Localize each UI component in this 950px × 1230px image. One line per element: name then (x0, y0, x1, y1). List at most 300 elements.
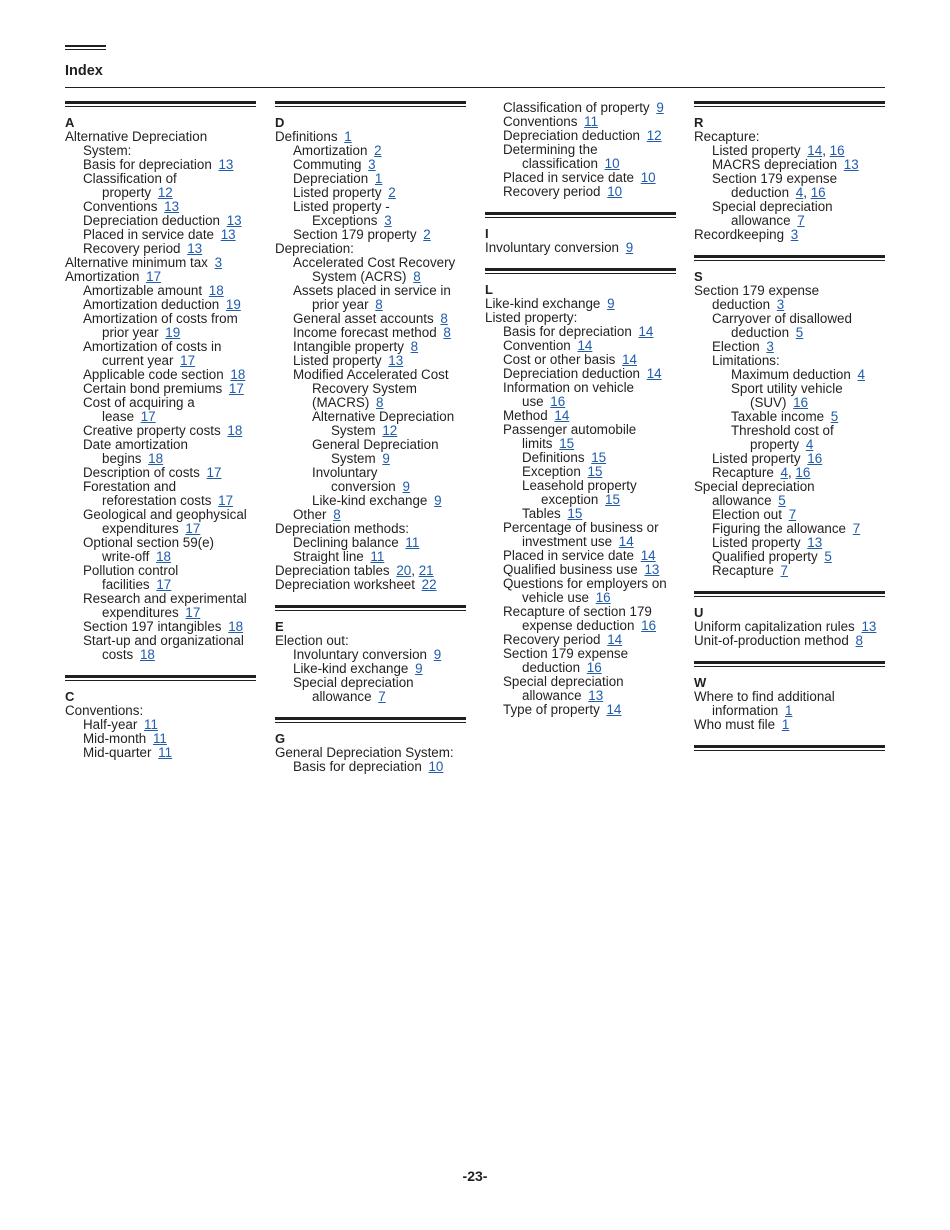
page-link[interactable]: 13 (843, 157, 859, 172)
index-entry-text: Exception (522, 464, 581, 479)
index-entry (65, 382, 256, 396)
page-link[interactable]: 22 (421, 577, 437, 592)
index-entry-text: Definitions (275, 129, 338, 144)
index-entry (485, 395, 676, 409)
index-section-d (275, 101, 466, 605)
page-link[interactable]: 14 (622, 352, 637, 367)
index-entry (65, 368, 256, 382)
index-entry-text: Placed in service date (83, 227, 215, 242)
index-entry-text: allowance (312, 689, 372, 704)
index-entry (694, 522, 885, 536)
index-entry: Recapture 4, 16 (712, 465, 811, 480)
index-entry-text: Cost of acquiring a (83, 395, 195, 410)
page-link[interactable]: 19 (165, 325, 181, 340)
page-link[interactable]: 3 (766, 339, 774, 354)
index-section-i (485, 212, 676, 268)
index-entry (694, 284, 885, 298)
page-link[interactable]: 8 (443, 325, 451, 340)
index-entry (275, 466, 466, 480)
index-entry (275, 284, 466, 298)
index-entry-text: Method (503, 408, 548, 423)
index-entry-text: Passenger automobile (503, 422, 637, 437)
page-link[interactable]: 2 (374, 143, 382, 158)
page-link[interactable]: 17 (185, 605, 201, 620)
page-link[interactable]: 4 (805, 437, 814, 452)
index-entry-text: Recapture (712, 465, 774, 480)
index-entry-text: Special depreciation (712, 199, 833, 214)
index-entry (275, 410, 466, 424)
page-link[interactable]: 10 (428, 759, 444, 774)
section-letter: G (275, 731, 286, 746)
index-entry-text: Depreciation tables (275, 563, 390, 578)
page-link[interactable]: 13 (388, 353, 404, 368)
index-entry (65, 564, 256, 578)
page-link[interactable]: 7 (797, 213, 805, 228)
index-entry (275, 368, 466, 382)
page-link[interactable]: 14 (618, 534, 634, 549)
index-entry (275, 312, 466, 326)
index-entry-text: Recapture of section 179 (503, 604, 652, 619)
page-link[interactable]: 16 (829, 143, 845, 158)
page-link[interactable]: 5 (795, 325, 804, 340)
section-rule (65, 101, 256, 107)
page-link[interactable]: 18 (148, 451, 164, 466)
section-gap (275, 592, 466, 605)
index-entry-text: Listed property - (293, 199, 390, 214)
page-link[interactable]: 13 (644, 562, 660, 577)
index-entry (694, 494, 885, 508)
page-link[interactable]: 5 (830, 409, 839, 424)
index-entry-text: Depreciation methods: (275, 521, 409, 536)
index-entry-text: Depreciation deduction (503, 128, 640, 143)
section-gap (694, 648, 885, 661)
page-link[interactable]: 21 (418, 563, 434, 578)
page-link[interactable]: 1 (784, 703, 793, 718)
index-entry-text: Depreciation worksheet (275, 577, 415, 592)
page-link[interactable]: 5 (824, 549, 832, 564)
index-entry-text: System (ACRS) (312, 269, 407, 284)
page-link[interactable]: 4 (857, 367, 865, 382)
index-entry-text: Section 179 expense (712, 171, 838, 186)
page-link[interactable]: 18 (228, 619, 244, 634)
section-rule (485, 212, 676, 218)
page-link[interactable]: 13 (861, 619, 877, 634)
page-link[interactable]: 10 (640, 170, 656, 185)
page-link[interactable]: 16 (595, 590, 611, 605)
index-entry (65, 354, 256, 368)
index-entry (694, 620, 885, 634)
page-link[interactable]: 11 (152, 731, 167, 746)
index-entry-text: Listed property (712, 143, 801, 158)
index-entry-text: Amortization deduction (83, 297, 220, 312)
page-link[interactable]: 7 (780, 563, 788, 578)
section-gap (485, 255, 676, 268)
page-title: Index (65, 63, 103, 79)
index-entry-text: Conventions (503, 114, 578, 129)
page-link[interactable]: 14 (606, 702, 622, 717)
page-link[interactable]: 8 (410, 339, 419, 354)
index-entry (275, 228, 466, 242)
page-link[interactable]: 9 (382, 451, 390, 466)
page-link[interactable]: 17 (156, 577, 172, 592)
page-link[interactable]: 2 (423, 227, 431, 242)
page-link[interactable]: 19 (225, 297, 241, 312)
index-entry (485, 591, 676, 605)
index-entry (275, 494, 466, 508)
index-entry-text: begins (102, 451, 142, 466)
page-link[interactable]: 18 (227, 423, 243, 438)
index-entry: Listed property 14, 16 (712, 143, 845, 158)
index-entry (65, 186, 256, 200)
index-entry-text: investment use (522, 534, 613, 549)
index-entry-text: expense deduction (522, 618, 635, 633)
index-entry (485, 311, 676, 325)
index-entry (65, 634, 256, 648)
page-link[interactable]: 14 (646, 366, 662, 381)
page-link[interactable]: 13 (588, 688, 604, 703)
page-link[interactable]: 13 (226, 213, 242, 228)
page-link[interactable]: 18 (156, 549, 171, 564)
index-entry (694, 536, 885, 550)
index-entry-text: Percentage of business or (503, 520, 659, 535)
index-entry-text: Straight line (293, 549, 364, 564)
index-entry (485, 661, 676, 675)
index-entry (65, 466, 256, 480)
index-section-continued (485, 101, 676, 212)
page-link[interactable]: 17 (185, 521, 201, 536)
page-link[interactable]: 14 (807, 143, 823, 158)
index-entry (65, 312, 256, 326)
index-entry-text: Listed property (293, 185, 382, 200)
page-link[interactable]: 9 (625, 240, 634, 255)
index-entry (65, 242, 256, 256)
index-entry-text: Threshold cost of (731, 423, 834, 438)
index-entry-text: Exceptions (312, 213, 378, 228)
page-link[interactable]: 8 (440, 311, 448, 326)
index-entry (694, 214, 885, 228)
page-link[interactable]: 5 (778, 493, 786, 508)
index-entry (485, 605, 676, 619)
page-link[interactable]: 17 (228, 381, 244, 396)
page-link[interactable]: 8 (375, 297, 383, 312)
index-entry (485, 507, 676, 521)
index-entry (275, 746, 466, 760)
index-entry (65, 550, 256, 564)
index-entry-text: Tables (522, 506, 561, 521)
index-entry-text: allowance (712, 493, 772, 508)
index-entry-text: Accelerated Cost Recovery (293, 255, 456, 270)
index-section-e (275, 605, 466, 717)
page-link[interactable]: 17 (146, 269, 162, 284)
index-entry (485, 353, 676, 367)
page-link[interactable]: 9 (434, 493, 442, 508)
page-link[interactable]: 16 (641, 618, 657, 633)
index-entry-text: Mid-quarter (83, 745, 152, 760)
page-link[interactable]: 4 (795, 185, 804, 200)
index-entry (275, 536, 466, 550)
index-entry-text: Cost or other basis (503, 352, 616, 367)
index-entry-text: write-off (102, 549, 150, 564)
page-link[interactable]: 1 (344, 129, 352, 144)
index-entry (65, 200, 256, 214)
page-link[interactable]: 1 (781, 717, 790, 732)
index-entry-text: Certain bond premiums (83, 381, 223, 396)
index-entry-text: costs (102, 647, 134, 662)
index-entry (65, 284, 256, 298)
page-link[interactable]: 18 (208, 283, 224, 298)
index-entry (694, 354, 885, 368)
page-link[interactable]: 13 (187, 241, 203, 256)
page-link[interactable]: 14 (638, 324, 654, 339)
page-link[interactable]: 2 (388, 185, 396, 200)
index-entry-text: Pollution control (83, 563, 179, 578)
section-gap (275, 704, 466, 717)
page-link[interactable]: 9 (402, 479, 410, 494)
index-entry (275, 648, 466, 662)
index-entry (275, 270, 466, 284)
page-link[interactable]: 16 (795, 465, 811, 480)
page-link[interactable]: 16 (810, 185, 826, 200)
page-link[interactable]: 8 (333, 507, 341, 522)
page-link[interactable]: 9 (656, 100, 664, 115)
index-section-s (694, 255, 885, 591)
page-link[interactable]: 13 (218, 157, 234, 172)
index-entry-text: Alternative Depreciation (312, 409, 455, 424)
page-link[interactable]: 17 (140, 409, 156, 424)
page-link[interactable]: 14 (554, 408, 570, 423)
page-link[interactable]: 12 (157, 185, 173, 200)
page-link[interactable]: 1 (374, 171, 383, 186)
index-entry (65, 158, 256, 172)
index-entry (65, 130, 256, 144)
index-entry-text: Declining balance (293, 535, 399, 550)
section-gap (485, 717, 676, 730)
page-link[interactable]: 15 (605, 492, 620, 507)
index-entry-text: Questions for employers on (503, 576, 667, 591)
page-link[interactable]: 16 (550, 394, 566, 409)
index-entry (485, 381, 676, 395)
page-link[interactable]: 10 (604, 156, 620, 171)
index-entry (275, 340, 466, 354)
index-entry (65, 424, 256, 438)
index-entry-text: Mid-month (83, 731, 147, 746)
index-entry (694, 438, 885, 452)
page-link[interactable]: 13 (164, 199, 180, 214)
index-entry (275, 172, 466, 186)
page-link[interactable]: 16 (793, 395, 809, 410)
index-entry-text: System (331, 451, 376, 466)
index-entry-text: Section 179 expense (694, 283, 820, 298)
index-entry-text: MACRS depreciation (712, 157, 838, 172)
index-entry-text: Election (712, 339, 760, 354)
page-link[interactable]: 10 (607, 184, 623, 199)
page-link[interactable]: 8 (855, 633, 863, 648)
page-link[interactable]: 16 (807, 451, 823, 466)
index-entry-text: deduction (712, 297, 771, 312)
page-link[interactable]: 14 (577, 338, 593, 353)
page-link[interactable]: 15 (591, 450, 607, 465)
index-entry-text: expenditures (102, 521, 179, 536)
page-link[interactable]: 7 (788, 507, 797, 522)
index-entry (485, 465, 676, 479)
index-entry-text: Qualified property (712, 549, 818, 564)
index-entry-text: Amortization (65, 269, 140, 284)
index-entry-text: Listed property (712, 451, 801, 466)
page-link[interactable]: 15 (559, 436, 575, 451)
index-entry-text: Maximum deduction (731, 367, 851, 382)
index-entry (65, 620, 256, 634)
index-entry (485, 297, 676, 311)
index-entry-text: Conventions: (65, 703, 144, 718)
index-entry-text: Placed in service date (503, 170, 635, 185)
index-entry (694, 298, 885, 312)
index-entry (65, 578, 256, 592)
index-entry-text: Description of costs (83, 465, 200, 480)
index-entry-text: System: (83, 143, 132, 158)
page-link[interactable]: 4 (780, 465, 788, 480)
index-entry (65, 648, 256, 662)
index-entry-text: Amortizable amount (83, 283, 203, 298)
index-entry: Depreciation tables 20, 21 (275, 563, 434, 578)
index-entry (275, 676, 466, 690)
index-entry (65, 480, 256, 494)
index-entry-text: Intangible property (293, 339, 404, 354)
page-link[interactable]: 12 (382, 423, 398, 438)
index-entry (694, 228, 885, 242)
index-entry-text: reforestation costs (102, 493, 212, 508)
page-link[interactable]: 11 (584, 114, 599, 129)
index-entry (694, 158, 885, 172)
index-entry (65, 340, 256, 354)
index-entry (65, 732, 256, 746)
index-entry (65, 522, 256, 536)
index-entry-text: expenditures (102, 605, 179, 620)
index-entry (694, 704, 885, 718)
index-entry-text: Other (293, 507, 327, 522)
page-link[interactable]: 3 (776, 297, 785, 312)
page-link[interactable]: 12 (646, 128, 662, 143)
index-entry-text: allowance (522, 688, 582, 703)
index-entry (65, 298, 256, 312)
page-link[interactable]: 14 (607, 632, 623, 647)
page-link[interactable]: 17 (206, 465, 222, 480)
index-entry (275, 480, 466, 494)
index-entry (65, 172, 256, 186)
index-section-u (694, 591, 885, 661)
index-entry-text: Special depreciation (694, 479, 815, 494)
index-entry-text: Convention (503, 338, 571, 353)
index-section-r (694, 101, 885, 255)
index-entry-text: Forestation and (83, 479, 177, 494)
index-section-a (65, 101, 256, 675)
page-link[interactable]: 3 (368, 157, 376, 172)
page-link[interactable]: 8 (375, 395, 384, 410)
page-link[interactable]: 3 (790, 227, 799, 242)
index-entry (485, 563, 676, 577)
page-link[interactable]: 15 (587, 464, 603, 479)
index-entry (485, 675, 676, 689)
index-entry (275, 158, 466, 172)
index-entry-text: deduction (522, 660, 581, 675)
section-rule (694, 591, 885, 597)
index-entry-text: General asset accounts (293, 311, 434, 326)
page-link[interactable]: 11 (144, 717, 158, 732)
index-entry-text: Where to find additional (694, 689, 835, 704)
section-rule (694, 745, 885, 751)
index-entry (694, 508, 885, 522)
index-entry (485, 619, 676, 633)
index-entry-text: Listed property (293, 353, 382, 368)
index-entry (275, 130, 466, 144)
page-link[interactable]: 17 (180, 353, 196, 368)
index-entry-text: Qualified business use (503, 562, 638, 577)
page-link[interactable]: 15 (567, 506, 583, 521)
index-entry (275, 578, 466, 592)
page-link[interactable]: 11 (405, 535, 420, 550)
page-link[interactable]: 13 (807, 535, 823, 550)
page-link[interactable]: 9 (607, 296, 615, 311)
index-entry-text: Uniform capitalization rules (694, 619, 855, 634)
page-link[interactable]: 7 (378, 689, 386, 704)
index-entry (694, 326, 885, 340)
index-entry (65, 270, 256, 284)
section-letter: C (65, 689, 75, 704)
index-entry (485, 241, 676, 255)
section-rule (694, 101, 885, 107)
index-entry (485, 689, 676, 703)
index-section-w (694, 661, 885, 745)
page-link[interactable]: 16 (586, 660, 602, 675)
index-entry (485, 157, 676, 171)
page-link[interactable]: 17 (218, 493, 234, 508)
index-entry-text: Amortization (293, 143, 368, 158)
index-entry (485, 647, 676, 661)
page-link[interactable]: 9 (433, 647, 442, 662)
index-entry (65, 256, 256, 270)
page-link[interactable]: 13 (220, 227, 236, 242)
page-link[interactable]: 9 (415, 661, 423, 676)
page-link[interactable]: 20 (396, 563, 412, 578)
index-entry-text: Modified Accelerated Cost (293, 367, 449, 382)
index-entry-text: Like-kind exchange (293, 661, 409, 676)
index-entry-text: Section 197 intangibles (83, 619, 222, 634)
index-entry-text: Figuring the allowance (712, 521, 846, 536)
index-entry-text: allowance (731, 213, 791, 228)
page-link[interactable]: 18 (139, 647, 155, 662)
section-gap (275, 774, 466, 787)
page-link[interactable]: 14 (640, 548, 656, 563)
section-letter: W (694, 675, 707, 690)
page-link[interactable]: 3 (214, 255, 223, 270)
page-number: -23- (462, 1168, 488, 1184)
header-rule (65, 45, 106, 50)
index-entry-text: Sport utility vehicle (731, 381, 843, 396)
section-rule (275, 605, 466, 611)
index-entry-text: Classification of (83, 171, 177, 186)
page-link[interactable]: 11 (370, 549, 385, 564)
page-link[interactable]: 7 (852, 521, 861, 536)
index-entry (65, 214, 256, 228)
index-entry (65, 228, 256, 242)
index-entry (275, 382, 466, 396)
page-link[interactable]: 3 (384, 213, 392, 228)
page-link[interactable]: 8 (413, 269, 421, 284)
index-entry (275, 186, 466, 200)
page-link[interactable]: 11 (158, 745, 173, 760)
index-entry-text: use (522, 394, 544, 409)
page-link[interactable]: 18 (230, 367, 246, 382)
index-entry-text: Election out (712, 507, 782, 522)
